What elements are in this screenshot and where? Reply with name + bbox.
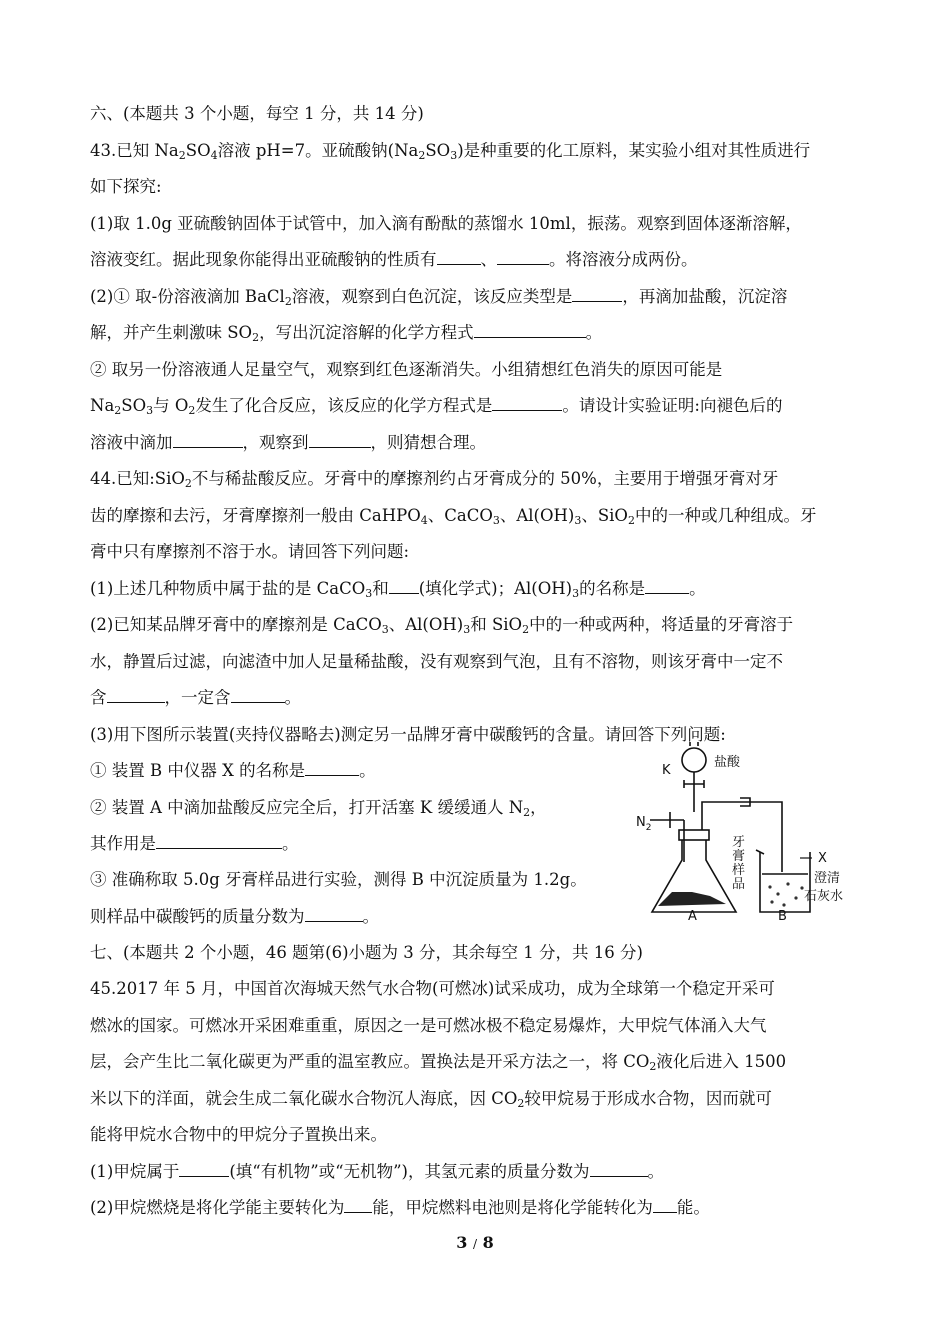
answer-blank[interactable] <box>572 286 622 302</box>
apparatus-diagram <box>632 742 864 922</box>
answer-blank[interactable] <box>309 432 371 448</box>
q44-part2-line3: 含 ，一定含 。 <box>90 688 301 707</box>
answer-blank[interactable] <box>179 1161 229 1177</box>
label-limewater-2: 石灰水 <box>804 889 844 904</box>
q45-line5: 能将甲烷水合物中的甲烷分子置换出来。 <box>90 1125 387 1144</box>
apparatus-figure <box>632 742 864 922</box>
answer-blank[interactable] <box>492 395 562 411</box>
label-k: K <box>662 763 671 778</box>
q45-part1: (1)甲烷属于 (填“有机物”或“无机物”)，其氢元素的质量分数为 。 <box>90 1162 664 1181</box>
beaker-b <box>760 852 810 912</box>
answer-blank[interactable] <box>156 833 282 849</box>
q43-line2: 如下探究: <box>90 177 162 196</box>
answer-blank[interactable] <box>653 1197 677 1213</box>
section-seven-heading: 七、(本题共 2 个小题，46 题第(6)小题为 3 分，其余每空 1 分，共 16 分) <box>90 943 643 962</box>
q45-part2: (2)甲烷燃烧是将化学能主要转化为 能，甲烷燃料电池则是将化学能转化为 能。 <box>90 1198 710 1217</box>
q45-line2: 燃冰的国家。可燃冰开采困难重重，原因之一是可燃冰极不稳定易爆炸，大甲烷气体涌入大气 <box>90 1016 767 1035</box>
q43-part2-line1: (2)① 取-份溶液滴加 BaCl$_2$溶液，观察到白色沉淀，该反应类型是 ，再滴加盐酸，沉淀溶 <box>90 287 788 308</box>
toothpaste-sample <box>658 892 726 906</box>
label-b: B <box>778 909 787 922</box>
answer-blank[interactable] <box>173 432 243 448</box>
answer-blank[interactable] <box>474 322 586 338</box>
separatory-funnel-bulb <box>682 748 706 772</box>
answer-blank[interactable] <box>645 578 689 594</box>
label-x: X <box>818 851 827 866</box>
q44-part3-step4: 则样品中碳酸钙的质量分数为 。 <box>90 907 379 926</box>
answer-blank[interactable] <box>389 578 419 594</box>
q44-part3-step2-cont: 其作用是 。 <box>90 834 299 853</box>
answer-blank[interactable] <box>590 1161 648 1177</box>
answer-blank[interactable] <box>305 760 359 776</box>
q44-line1: 44.已知:SiO$_2$不与稀盐酸反应。牙膏中的摩擦剂约占牙膏成分的 50%，主要用于增强牙膏对牙 <box>90 469 779 490</box>
label-toothpaste-1: 牙 <box>732 835 746 850</box>
answer-blank[interactable] <box>344 1197 372 1213</box>
q43-part1-line2: 溶液变红。据此现象你能得出亚硫酸钠的性质有 、 。将溶液分成两份。 <box>90 250 698 269</box>
q44-line3: 膏中只有摩擦剂不溶于水。请回答下列问题: <box>90 542 410 561</box>
label-limewater-1: 澄清 <box>814 871 841 886</box>
label-n2: $N_2$ <box>636 815 652 833</box>
section-six-heading: 六、(本题共 3 个小题，每空 1 分，共 14 分) <box>90 104 424 123</box>
answer-blank[interactable] <box>305 906 363 922</box>
q43-part1-line1: (1)取 1.0g 亚硫酸钠固体于试管中，加入滴有酚酞的蒸馏水 10ml，振荡。观察到固体逐渐溶解， <box>90 214 802 233</box>
q43-part3-line1: ② 取另一份溶液通人足量空气，观察到红色逐渐消失。小组猜想红色消失的原因可能是 <box>90 360 723 379</box>
answer-blank[interactable] <box>437 249 481 265</box>
q44-part2-line2: 水，静置后过滤，向滤渣中加人足量稀盐酸，没有观察到气泡，且有不溶物，则该牙膏中一定不 <box>90 652 783 671</box>
label-toothpaste-4: 品 <box>732 877 746 892</box>
label-a: A <box>688 909 697 922</box>
q45-line1: 45.2017 年 5 月，中国首次海城天然气水合物(可燃冰)试采成功，成为全球第一个稳定开采可 <box>90 979 775 998</box>
q43-part2-line2: 解，并产生刺激味 $SO_2$，写出沉淀溶解的化学方程式 。 <box>90 323 603 344</box>
q43-line1: 43.已知 $Na_2SO_4$溶液 pH=7。亚硫酸钠$(Na_2SO_3)$是种重要的化工原料，某实验小组对其性质进行 <box>90 141 811 162</box>
q44-part3-step2: ② 装置 A 中滴加盐酸反应完全后，打开活塞 K 缓缓通人 $N_2$， <box>90 798 547 819</box>
q44-part3-line1: (3)用下图所示装置(夹持仪器略去)测定另一品牌牙膏中碳酸钙的含量。请回答下列问题: <box>90 725 726 744</box>
answer-blank[interactable] <box>231 687 285 703</box>
q45-line4: 米以下的洋面，就会生成二氧化碳水合物沉人海底，因 $CO_2$较甲烷易于形成水合物，因而就可 <box>90 1089 772 1110</box>
answer-blank[interactable] <box>497 249 549 265</box>
q44-part3-step1: ① 装置 B 中仪器 X 的名称是 。 <box>90 761 376 780</box>
q44-part2-line1: (2)已知某品牌牙膏中的摩擦剂是 CaCO$_3$、$Al(OH)_3$和 SiO$_2$中的一种或两种，将适量的牙膏溶于 <box>90 615 794 636</box>
label-hydrochloric-acid: 盐酸 <box>714 755 741 770</box>
q43-part3-line2: $Na_2SO_3$与 $O_2$发生了化合反应，该反应的化学方程式是 。请设计实验证明:向褪色后的 <box>90 396 783 417</box>
answer-blank[interactable] <box>107 687 165 703</box>
q45-line3: 层，会产生比二氧化碳更为严重的温室教应。置换法是开采方法之一，将 $CO_2$液化后进入 1500 <box>90 1052 787 1073</box>
page-number: 3 / 8 <box>456 1233 494 1252</box>
q44-part3-step3: ③ 准确称取 5.0g 牙膏样品进行实验，测得 B 中沉淀质量为 1.2g。 <box>90 870 587 889</box>
q43-part3-line3: 溶液中滴加 ，观察到 ，则猜想合理。 <box>90 433 486 452</box>
q44-part1: (1)上述几种物质中属于盐的是 CaCO$_3$和 (填化学式)；$Al(OH)_3$的名称是 。 <box>90 579 706 600</box>
label-toothpaste-3: 样 <box>732 863 746 878</box>
label-toothpaste-2: 膏 <box>732 849 746 864</box>
q44-line2: 齿的摩擦和去污，牙膏摩擦剂一般由 CaHPO$_4$、CaCO$_3$、$Al(OH)_3$、SiO$_2$中的一种或几种组成。牙 <box>90 506 817 527</box>
